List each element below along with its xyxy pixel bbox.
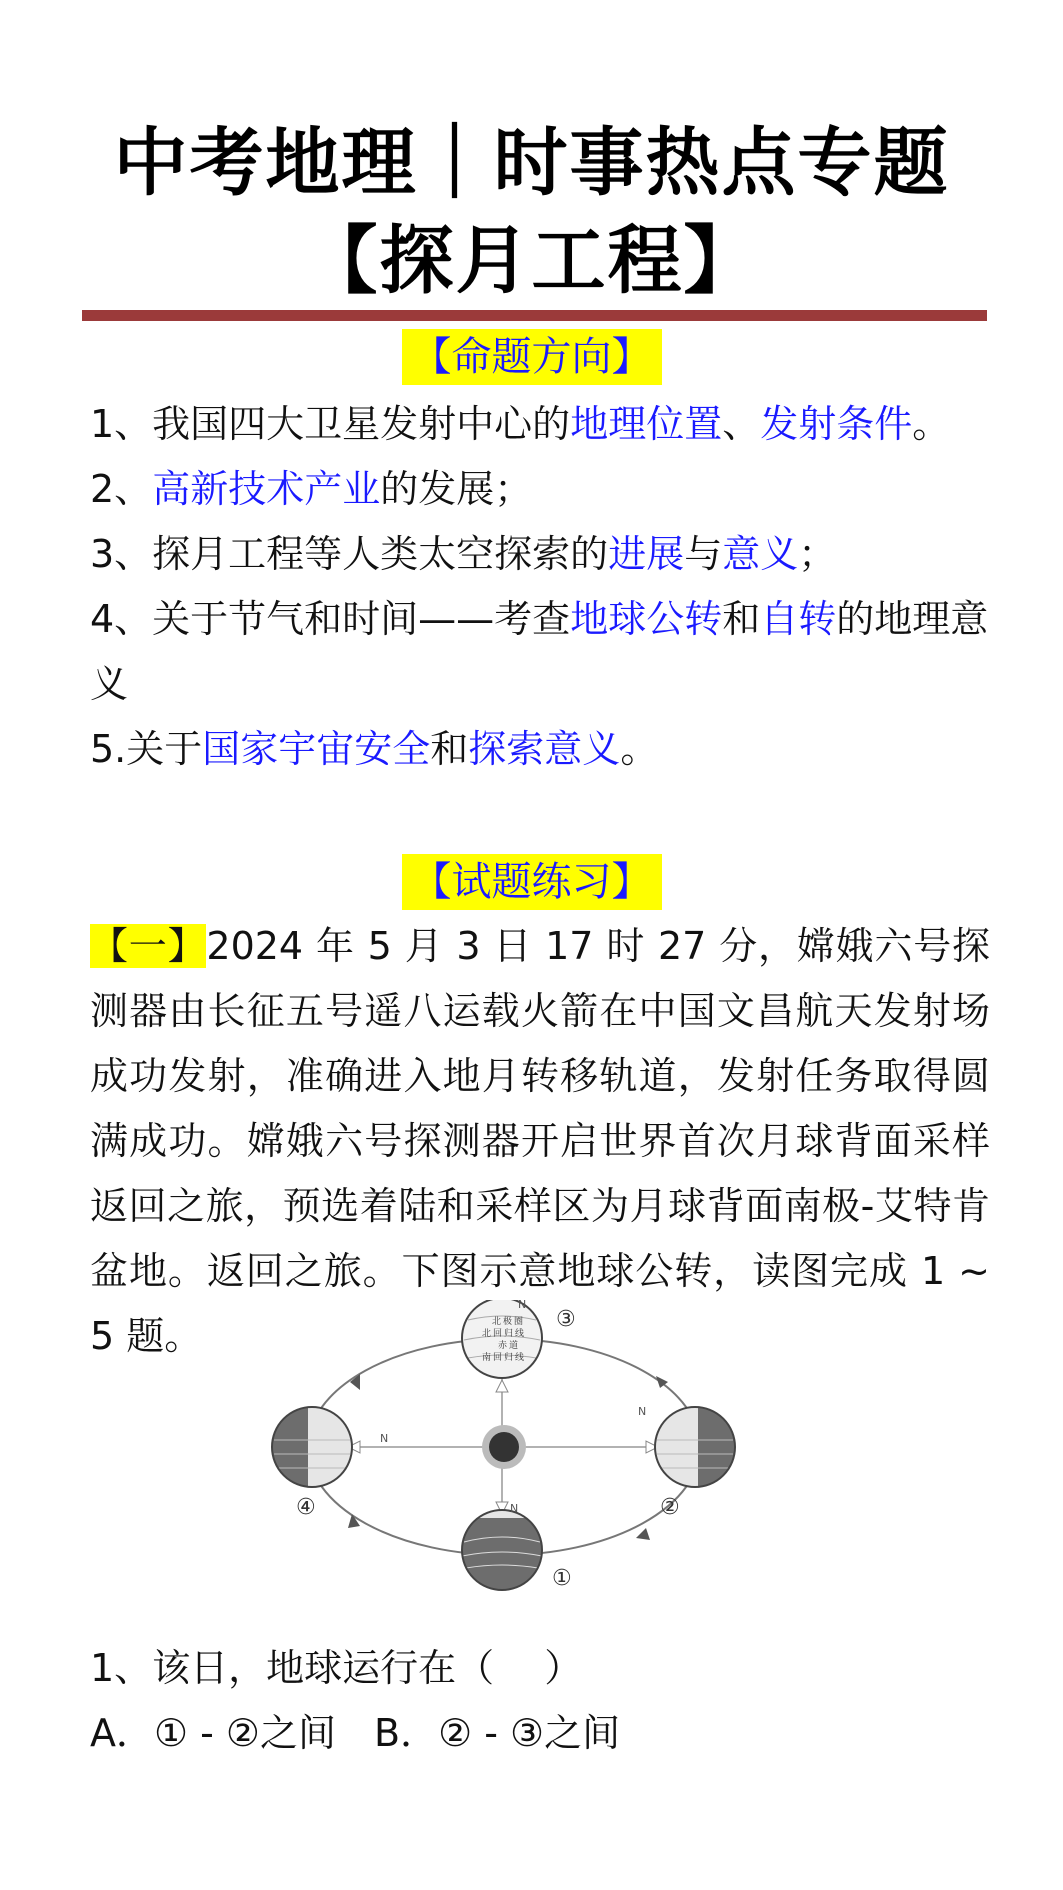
text-segment: 4、关于节气和时间——考查 <box>90 597 571 641</box>
keyword: 发射条件 <box>760 402 913 446</box>
page-title: 中考地理｜时事热点专题 <box>113 120 950 206</box>
globe3-label-char: 南 <box>482 1353 492 1363</box>
question-1-stem: 1、该日，地球运行在（ ） <box>90 1646 583 1690</box>
globe3-label-char: 圈 <box>514 1317 524 1327</box>
position-label-1: ① <box>552 1566 572 1591</box>
globe3-label-char: 回 <box>493 1353 503 1363</box>
axis-n-label-3: N <box>518 1300 527 1311</box>
direction-item-4 <box>90 587 990 717</box>
text-segment: 1、我国四大卫星发射中心的 <box>90 402 571 446</box>
globe3-label-char: 极 <box>503 1317 513 1327</box>
arrow-up-icon <box>496 1380 508 1392</box>
keyword: 自转 <box>760 597 837 641</box>
passage-text: 2024 年 5 月 3 日 17 时 27 分，嫦娥六号探测器由长征五号遥八运载火箭在中国文昌航天发射场成功发射，准确进入地月转移轨道，发射任务取得圆满成功。嫦娥六号探测器开启世界首次月球背面采样返回之旅，预选着陆和采样区为月球背面南极-艾特肯盆地。返回之旅。下图示意地球公转，读图完成 1 ~ 5 题。 <box>90 924 990 1358</box>
globe3-label-char: 北 <box>482 1329 492 1339</box>
globe3-label-char: 线 <box>515 1353 525 1363</box>
axis-n-label-2: N <box>638 1405 647 1418</box>
keyword: 国家宇宙安全 <box>202 727 431 771</box>
text-segment: 。 <box>620 727 659 771</box>
text-segment: 5.关于 <box>90 727 203 771</box>
position-label-2: ② <box>660 1495 680 1520</box>
keyword: 高新技术产业 <box>152 467 381 511</box>
globe3-label-char: 赤 <box>498 1341 508 1351</box>
globe3-label-char: 回 <box>493 1329 503 1339</box>
text-segment: 的发展； <box>380 467 533 511</box>
text-segment: 。 <box>912 402 951 446</box>
keyword: 地理位置 <box>570 402 723 446</box>
page-subtitle: 【探月工程】 <box>303 218 760 304</box>
direction-item-5 <box>90 717 990 782</box>
globe3-label-char: 北 <box>492 1317 502 1327</box>
orbit-direction-arrow-icon <box>636 1528 650 1540</box>
keyword: 地球公转 <box>570 597 723 641</box>
sun-icon <box>482 1425 526 1469</box>
keyword: 进展 <box>608 532 685 576</box>
section-heading-practice: 【试题练习】 <box>402 854 662 910</box>
title-divider <box>82 310 987 321</box>
section-heading-wrap <box>0 329 1063 385</box>
direction-item-1 <box>90 392 990 457</box>
question-1-options: A．① - ②之间 B．② - ③之间 <box>90 1711 621 1755</box>
question-group-tag: 【一】 <box>90 924 207 968</box>
keyword: 意义 <box>722 532 799 576</box>
text-segment: 、 <box>722 402 761 446</box>
direction-list <box>90 392 990 782</box>
position-label-4: ④ <box>296 1495 316 1520</box>
text-segment: 和 <box>722 597 761 641</box>
text-segment: 和 <box>430 727 469 771</box>
axis-n-label-4: N <box>380 1432 389 1445</box>
globe-position-3 <box>462 1300 542 1378</box>
keyword: 探索意义 <box>468 727 621 771</box>
globe3-label-char: 归 <box>504 1329 514 1339</box>
direction-item-2 <box>90 457 990 522</box>
globe3-label-char: 线 <box>515 1329 525 1339</box>
section-heading-direction: 【命题方向】 <box>402 329 662 385</box>
axis-n-label-1: N <box>510 1502 519 1515</box>
globe3-label-char: 归 <box>504 1353 514 1363</box>
text-segment: ； <box>798 532 837 576</box>
text-segment: 的地理意义 <box>90 597 989 706</box>
text-segment: 3、探月工程等人类太空探索的 <box>90 532 609 576</box>
text-segment: 2、 <box>90 467 153 511</box>
globe-position-4 <box>270 1400 352 1495</box>
position-label-3: ③ <box>556 1307 576 1332</box>
section-heading-wrap-2 <box>0 854 1063 910</box>
globe3-label-char: 道 <box>509 1341 519 1351</box>
earth-revolution-diagram <box>260 1300 750 1595</box>
direction-item-3 <box>90 522 990 587</box>
text-segment: 与 <box>684 532 723 576</box>
globe-position-2 <box>655 1400 740 1495</box>
globe-position-1 <box>460 1510 544 1595</box>
